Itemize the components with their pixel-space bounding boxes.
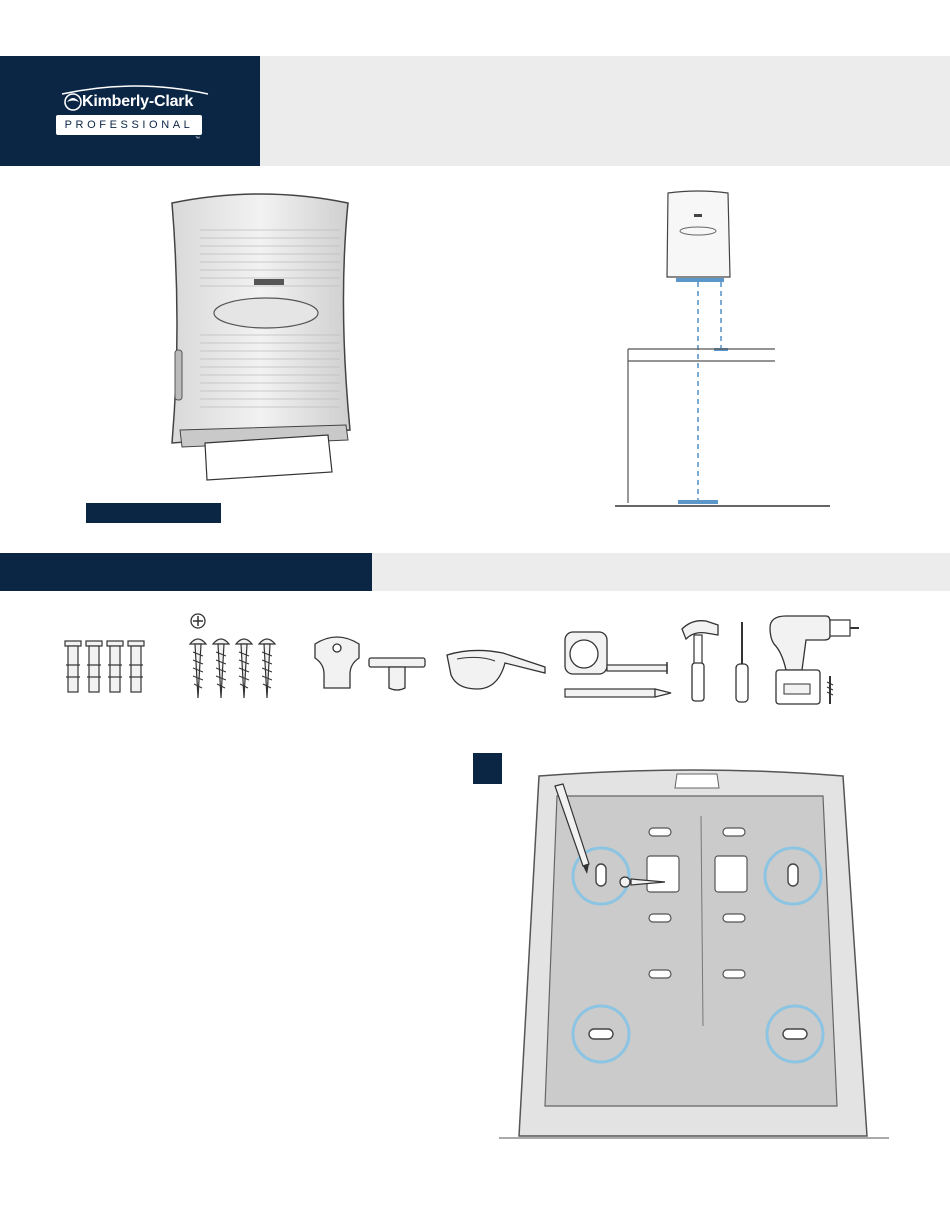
dispenser-illustration [160, 185, 360, 485]
backplate-diagram [497, 766, 892, 1141]
screwdriver-icon [733, 620, 751, 704]
drill-bit-icon [825, 674, 835, 706]
hammer-icon [680, 617, 722, 703]
model-number-bar [86, 503, 221, 523]
pencil-icon [563, 686, 673, 700]
lens-tool-icon [367, 656, 427, 692]
logo-professional: PROFESSIONAL [56, 115, 202, 135]
logo-name: Kimberly-Clark [82, 93, 194, 110]
key-icon [312, 634, 362, 690]
safety-glasses-icon [443, 645, 548, 695]
phillips-screw-icon [186, 612, 281, 702]
wall-anchor-icon [62, 637, 147, 699]
power-drill-icon [766, 612, 861, 706]
mounting-height-diagram [610, 185, 840, 515]
tape-measure-icon [563, 630, 673, 678]
logo-trademark: ™ [195, 136, 200, 142]
section-title-bar [0, 553, 372, 591]
